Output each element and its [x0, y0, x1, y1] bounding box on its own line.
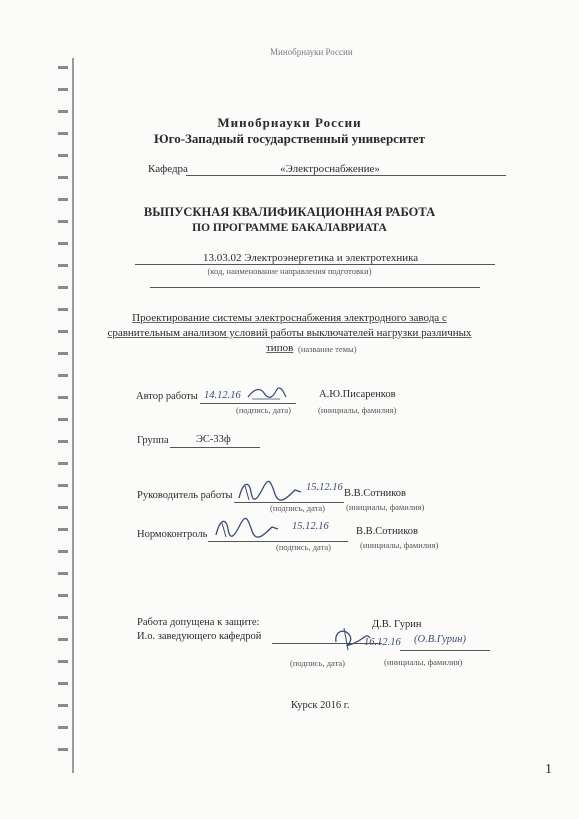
binding-holes — [58, 48, 76, 773]
supervisor-signature — [235, 478, 305, 504]
admission-name: Д.В. Гурин — [372, 619, 422, 630]
footer-city-year: Курск 2016 г. — [291, 700, 350, 711]
admission-date: 16.12.16 — [364, 637, 401, 648]
group-value: ЭС-33ф — [196, 434, 231, 445]
normcontrol-name: В.В.Сотников — [356, 526, 418, 537]
topic-line2: сравнительным анализом условий работы выключателей нагрузки различных — [107, 327, 472, 339]
admission-line1: Работа допущена к защите: — [137, 617, 260, 628]
author-name: А.Ю.Писаренков — [319, 389, 396, 400]
work-type-line2: ПО ПРОГРАММЕ БАКАЛАВРИАТА — [192, 222, 387, 234]
author-label: Автор работы — [136, 391, 198, 402]
supervisor-date: 15.12.16 — [306, 482, 343, 493]
topic-line1: Проектирование системы электроснабжения электродного завода с — [132, 312, 447, 324]
group-label: Группа — [137, 435, 169, 446]
page-number: 1 — [545, 762, 552, 777]
department-value: «Электроснабжение» — [280, 163, 380, 175]
topic-caption: (название темы) — [298, 344, 357, 354]
direction-value: 13.03.02 Электроэнергетика и электротехника — [203, 252, 419, 264]
supervisor-name: В.В.Сотников — [344, 488, 406, 499]
author-caption-name: (инициалы, фамилия) — [318, 405, 397, 415]
author-signature — [246, 385, 288, 403]
work-type-line1: ВЫПУСКНАЯ КВАЛИФИКАЦИОННАЯ РАБОТА — [143, 205, 436, 219]
normcontrol-signature — [212, 515, 282, 541]
topic-line3: типов — [266, 342, 294, 354]
normcontrol-label: Нормоконтроль — [137, 529, 208, 540]
normcontrol-date: 15.12.16 — [292, 521, 329, 532]
normcontrol-caption-sign: (подпись, дата) — [276, 542, 332, 552]
supervisor-caption-name: (инициалы, фамилия) — [346, 502, 425, 512]
normcontrol-caption-name: (инициалы, фамилия) — [360, 540, 439, 550]
admission-handwritten-name: (О.В.Гурин) — [414, 634, 466, 645]
department-label: Кафедра — [148, 163, 188, 175]
supervisor-label: Руководитель работы — [137, 490, 233, 501]
admission-caption-sign: (подпись, дата) — [290, 658, 346, 668]
author-caption-sign: (подпись, дата) — [236, 405, 292, 415]
admission-label: И.о. заведующего кафедрой — [137, 631, 262, 642]
header-cut-text: Минобрнауки России — [270, 47, 353, 57]
direction-caption: (код, наименование направления подготовки) — [207, 266, 372, 276]
ministry: Минобрнауки России — [217, 115, 362, 130]
supervisor-caption-sign: (подпись, дата) — [270, 503, 326, 513]
university: Юго-Западный государственный университет — [154, 131, 425, 146]
admission-caption-name: (инициалы, фамилия) — [384, 657, 463, 667]
author-date: 14.12.16 — [204, 390, 241, 401]
